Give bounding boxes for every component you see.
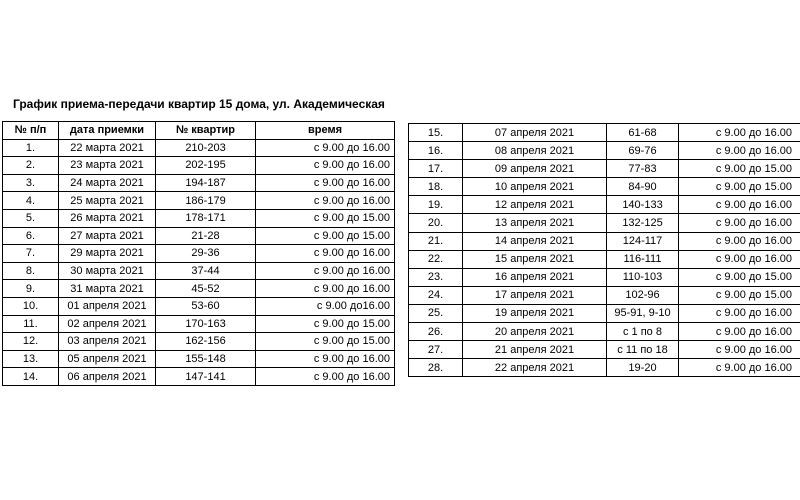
cell-date: 24 марта 2021 — [59, 174, 156, 192]
table-row — [3, 262, 395, 280]
cell-time: с 9.00 до 15.00 — [679, 178, 800, 196]
cell-date: 06 апреля 2021 — [59, 368, 156, 386]
cell-date: 20 апреля 2021 — [463, 323, 607, 341]
cell-apartments: 102-96 — [607, 286, 679, 304]
cell-time: с 9.00 до 15.00 — [679, 268, 800, 286]
table-row — [409, 286, 800, 304]
cell-num: 7. — [3, 245, 59, 263]
table-row — [3, 139, 395, 157]
table-row — [409, 250, 800, 268]
cell-date: 27 марта 2021 — [59, 227, 156, 245]
table-row — [3, 157, 395, 175]
cell-date: 10 апреля 2021 — [463, 178, 607, 196]
cell-num: 15. — [409, 124, 463, 142]
schedule-table-left — [2, 121, 395, 386]
table-row — [409, 359, 800, 377]
table-row — [3, 297, 395, 315]
cell-num: 27. — [409, 341, 463, 359]
cell-num: 1. — [3, 139, 59, 157]
cell-time: с 9.00 до 16.00 — [679, 304, 800, 322]
cell-date: 22 марта 2021 — [59, 139, 156, 157]
cell-date: 01 апреля 2021 — [59, 297, 156, 315]
cell-num: 19. — [409, 196, 463, 214]
table-body-left — [3, 139, 395, 385]
cell-date: 16 апреля 2021 — [463, 268, 607, 286]
cell-date: 26 марта 2021 — [59, 209, 156, 227]
cell-apartments: 116-111 — [607, 250, 679, 268]
cell-apartments: 45-52 — [156, 280, 256, 298]
cell-num: 28. — [409, 359, 463, 377]
table-row — [3, 227, 395, 245]
cell-time: с 9.00 до 16.00 — [679, 214, 800, 232]
cell-apartments: 210-203 — [156, 139, 256, 157]
cell-time: с 9.00 до 16.00 — [679, 341, 800, 359]
cell-num: 22. — [409, 250, 463, 268]
cell-date: 05 апреля 2021 — [59, 350, 156, 368]
cell-time: с 9.00 до 16.00 — [256, 350, 395, 368]
cell-apartments: 132-125 — [607, 214, 679, 232]
cell-apartments: 170-163 — [156, 315, 256, 333]
cell-time: с 9.00 до 15.00 — [256, 227, 395, 245]
cell-date: 02 апреля 2021 — [59, 315, 156, 333]
table-row — [409, 232, 800, 250]
cell-apartments: 140-133 — [607, 196, 679, 214]
cell-apartments: 95-91, 9-10 — [607, 304, 679, 322]
cell-num: 11. — [3, 315, 59, 333]
cell-apartments: 178-171 — [156, 209, 256, 227]
cell-num: 13. — [3, 350, 59, 368]
table-row — [409, 124, 800, 142]
cell-date: 29 марта 2021 — [59, 245, 156, 263]
cell-time: с 9.00 до 16.00 — [679, 232, 800, 250]
cell-num: 24. — [409, 286, 463, 304]
cell-date: 17 апреля 2021 — [463, 286, 607, 304]
cell-apartments: 186-179 — [156, 192, 256, 210]
cell-apartments: 61-68 — [607, 124, 679, 142]
cell-time: с 9.00 до 15.00 — [256, 209, 395, 227]
cell-time: с 9.00 до 16.00 — [256, 280, 395, 298]
table-row — [409, 268, 800, 286]
cell-apartments: 19-20 — [607, 359, 679, 377]
cell-time: с 9.00 до 16.00 — [256, 192, 395, 210]
table-row — [3, 315, 395, 333]
cell-time: с 9.00 до 15.00 — [679, 160, 800, 178]
cell-date: 13 апреля 2021 — [463, 214, 607, 232]
cell-time: с 9.00 до 16.00 — [679, 142, 800, 160]
header-row — [3, 122, 395, 140]
cell-apartments: 202-195 — [156, 157, 256, 175]
header-apartments: № квартир — [156, 122, 256, 140]
table-row — [409, 160, 800, 178]
cell-num: 3. — [3, 174, 59, 192]
cell-num: 16. — [409, 142, 463, 160]
cell-time: с 9.00 до 16.00 — [256, 245, 395, 263]
cell-apartments: 162-156 — [156, 333, 256, 351]
cell-date: 25 марта 2021 — [59, 192, 156, 210]
table-row — [3, 280, 395, 298]
table-row — [3, 192, 395, 210]
cell-num: 6. — [3, 227, 59, 245]
cell-apartments: 194-187 — [156, 174, 256, 192]
cell-apartments: 124-117 — [607, 232, 679, 250]
cell-date: 21 апреля 2021 — [463, 341, 607, 359]
table-row — [409, 196, 800, 214]
cell-apartments: 29-36 — [156, 245, 256, 263]
cell-time: с 9.00 до 16.00 — [679, 124, 800, 142]
cell-date: 22 апреля 2021 — [463, 359, 607, 377]
schedule-table-right — [408, 123, 800, 377]
cell-apartments: 84-90 — [607, 178, 679, 196]
cell-num: 14. — [3, 368, 59, 386]
cell-apartments: 37-44 — [156, 262, 256, 280]
cell-date: 23 марта 2021 — [59, 157, 156, 175]
cell-num: 10. — [3, 297, 59, 315]
table-row — [3, 368, 395, 386]
cell-date: 03 апреля 2021 — [59, 333, 156, 351]
cell-num: 2. — [3, 157, 59, 175]
table-row — [409, 323, 800, 341]
cell-date: 08 апреля 2021 — [463, 142, 607, 160]
cell-time: с 9.00 до 16.00 — [256, 368, 395, 386]
cell-num: 18. — [409, 178, 463, 196]
cell-time: с 9.00 до 16.00 — [679, 196, 800, 214]
table-row — [3, 174, 395, 192]
cell-apartments: с 1 по 8 — [607, 323, 679, 341]
cell-num: 8. — [3, 262, 59, 280]
table-row — [409, 214, 800, 232]
cell-time: с 9.00 до 16.00 — [679, 250, 800, 268]
cell-time: с 9.00 до 15.00 — [256, 333, 395, 351]
cell-apartments: с 11 по 18 — [607, 341, 679, 359]
cell-num: 21. — [409, 232, 463, 250]
cell-num: 4. — [3, 192, 59, 210]
cell-num: 17. — [409, 160, 463, 178]
cell-apartments: 53-60 — [156, 297, 256, 315]
cell-date: 07 апреля 2021 — [463, 124, 607, 142]
cell-date: 19 апреля 2021 — [463, 304, 607, 322]
header-date: дата приемки — [59, 122, 156, 140]
cell-num: 9. — [3, 280, 59, 298]
cell-num: 12. — [3, 333, 59, 351]
cell-date: 31 марта 2021 — [59, 280, 156, 298]
cell-date: 15 апреля 2021 — [463, 250, 607, 268]
table-row — [409, 142, 800, 160]
cell-num: 20. — [409, 214, 463, 232]
header-num: № п/п — [3, 122, 59, 140]
cell-num: 5. — [3, 209, 59, 227]
table-row — [3, 333, 395, 351]
cell-apartments: 147-141 — [156, 368, 256, 386]
cell-date: 09 апреля 2021 — [463, 160, 607, 178]
cell-apartments: 77-83 — [607, 160, 679, 178]
table-row — [409, 178, 800, 196]
cell-time: с 9.00 до 15.00 — [256, 315, 395, 333]
page-title: График приема-передачи квартир 15 дома, ул. Академическая — [13, 97, 385, 111]
cell-time: с 9.00 до 15.00 — [679, 286, 800, 304]
cell-time: с 9.00 до 16.00 — [679, 323, 800, 341]
table-row — [3, 350, 395, 368]
cell-apartments: 155-148 — [156, 350, 256, 368]
cell-num: 23. — [409, 268, 463, 286]
cell-num: 25. — [409, 304, 463, 322]
cell-date: 30 марта 2021 — [59, 262, 156, 280]
cell-time: с 9.00 до 16.00 — [679, 359, 800, 377]
cell-date: 14 апреля 2021 — [463, 232, 607, 250]
cell-time: с 9.00 до 16.00 — [256, 174, 395, 192]
cell-date: 12 апреля 2021 — [463, 196, 607, 214]
cell-time: с 9.00 до 16.00 — [256, 157, 395, 175]
table-row — [409, 341, 800, 359]
cell-time: с 9.00 до 16.00 — [256, 262, 395, 280]
table-row — [3, 209, 395, 227]
cell-apartments: 21-28 — [156, 227, 256, 245]
cell-time: с 9.00 до 16.00 — [256, 139, 395, 157]
cell-time: с 9.00 до16.00 — [256, 297, 395, 315]
cell-apartments: 69-76 — [607, 142, 679, 160]
table-body-right — [409, 124, 800, 377]
table-row — [409, 304, 800, 322]
table-row — [3, 245, 395, 263]
cell-apartments: 110-103 — [607, 268, 679, 286]
cell-num: 26. — [409, 323, 463, 341]
header-time: время — [256, 122, 395, 140]
